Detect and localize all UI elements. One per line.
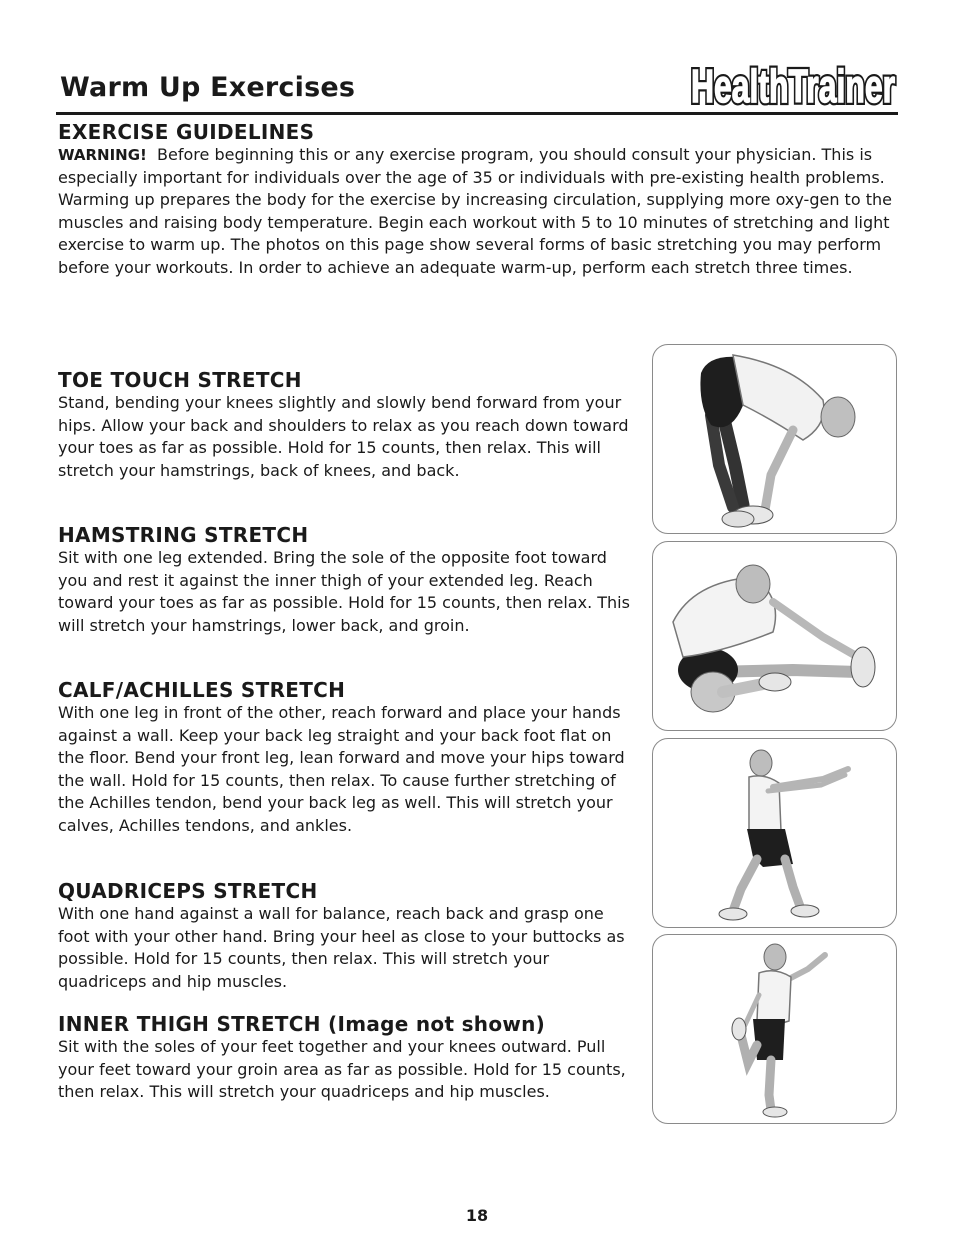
healthtrainer-logo: [688, 52, 898, 110]
quadriceps-text: With one hand against a wall for balance, reach back and grasp one foot with your other hand. Bring your heel as close to your buttocks as possible. Hold for 15 counts, then relax. This will stretch your quadriceps and hip muscles.: [58, 904, 625, 991]
page-number: 18: [465, 1206, 489, 1225]
inner-thigh-section: [58, 1012, 638, 1104]
calf-achilles-photo: [652, 738, 897, 928]
quadriceps-heading: QUADRICEPS STRETCH: [58, 879, 318, 903]
hamstring-heading: HAMSTRING STRETCH: [58, 523, 309, 547]
guidelines-heading: EXERCISE GUIDELINES: [58, 120, 315, 144]
toe-touch-heading: TOE TOUCH STRETCH: [58, 368, 302, 392]
quadriceps-photo: [652, 934, 897, 1124]
exercise-guidelines-section: [58, 120, 898, 280]
inner-thigh-text: Sit with the soles of your feet together and your knees outward. Pull your feet toward your groin area as far as possible. Hold for 15 counts, then relax. This will stretch your quadriceps and hip muscles.: [58, 1037, 626, 1102]
warning-paragraph: [58, 144, 898, 189]
toe-touch-text: Stand, bending your knees slightly and slowly bend forward from your hips. Allow your back and shoulders to relax as you reach down toward your toes as far as possible. Hold for 15 counts, then relax. This will stretch your hamstrings, back of knees, and back.: [58, 393, 629, 480]
toe-touch-section: [58, 368, 638, 482]
svg-text:HealthTrainer: HealthTrainer: [691, 60, 896, 110]
toe-touch-photo: [652, 344, 897, 534]
svg-text:HealthTrainer: HealthTrainer: [691, 60, 896, 110]
intro-paragraph: Warming up prepares the body for the exercise by increasing circulation, supplying more oxy-gen to the muscles and raising body temperature. Begin each workout with 5 to 10 minutes of stretching and light exercise to warm up. The photos on this page show several forms of basic stretching you may perform before your workouts. In order to achieve an adequate warm-up, perform each stretch three times.: [58, 190, 892, 277]
warning-label: WARNING!: [58, 146, 147, 164]
calf-achilles-heading: CALF/ACHILLES STRETCH: [58, 678, 346, 702]
warning-text: Before beginning this or any exercise program, you should consult your physician. This is especially important for individuals over the age of 35 or individuals with pre-existing health problems.: [58, 145, 885, 187]
page-title: Warm Up Exercises: [60, 72, 356, 103]
calf-achilles-text: With one leg in front of the other, reach forward and place your hands against a wall. Keep your back leg straight and your back foot flat on the floor. Bend your front leg, lean forward and move your hips toward the wall. Hold for 15 counts, then relax. To cause further stretching of the Achilles tendon, bend your back leg as well. This will stretch your calves, Achilles tendons, and ankles.: [58, 703, 625, 835]
inner-thigh-heading: INNER THIGH STRETCH (Image not shown): [58, 1012, 546, 1036]
hamstring-photo: [652, 541, 897, 731]
quadriceps-section: [58, 879, 638, 993]
hamstring-text: Sit with one leg extended. Bring the sole of the opposite foot toward you and rest it against the inner thigh of your extended leg. Reach toward your toes as far as possible. Hold for 15 counts, then relax. This will stretch your hamstrings, lower back, and groin.: [58, 548, 630, 635]
hamstring-section: [58, 523, 638, 637]
header-rule: [56, 112, 898, 115]
calf-achilles-section: [58, 678, 638, 838]
